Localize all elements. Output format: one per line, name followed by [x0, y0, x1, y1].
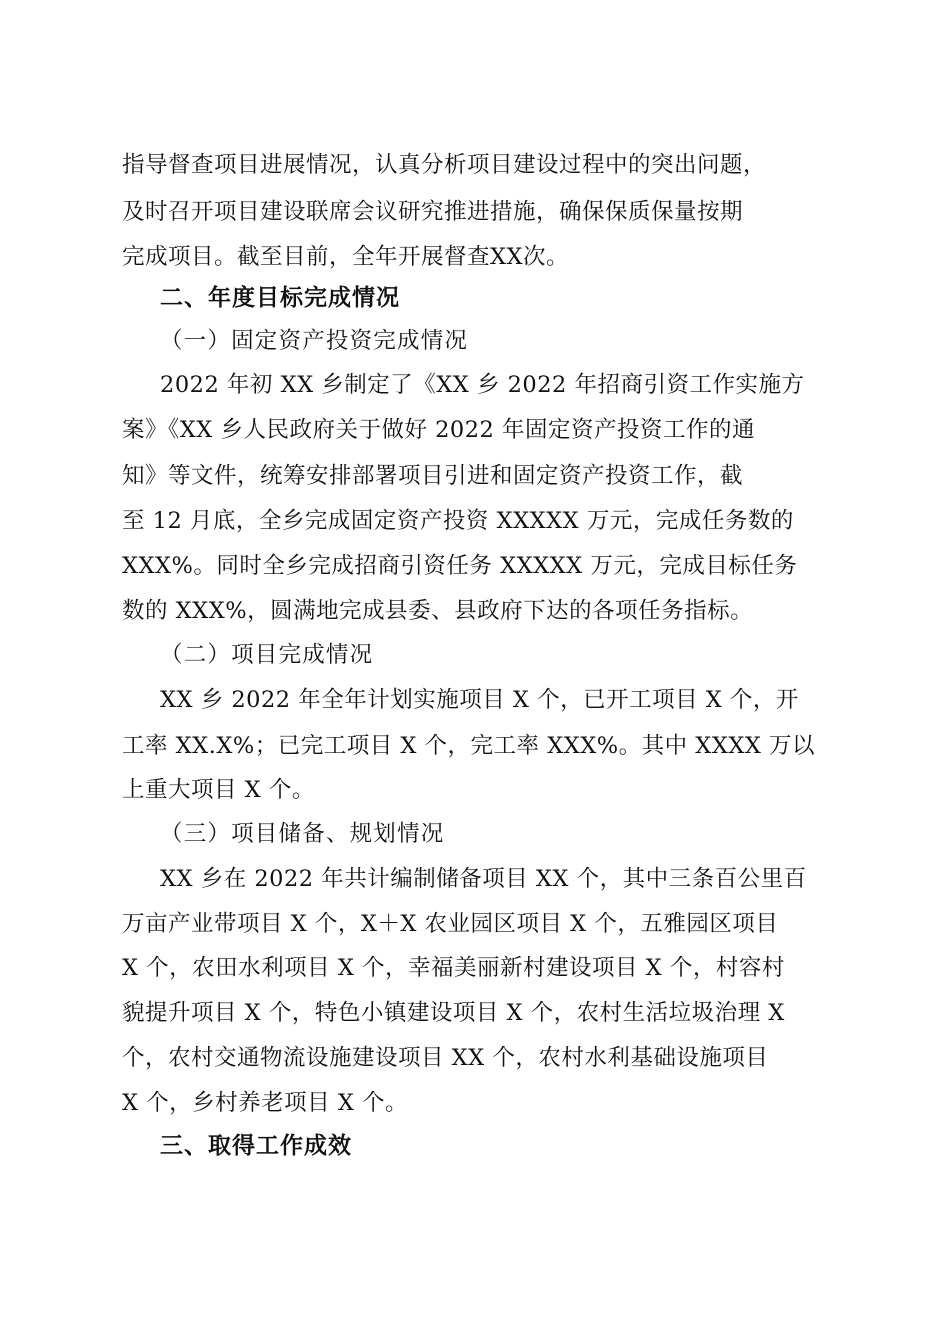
paragraph-line: XX 乡在 2022 年共计编制储备项目 XX 个，其中三条百公里百: [160, 866, 807, 892]
subsection-heading: （三）项目储备、规划情况: [160, 821, 445, 847]
paragraph-line: 貌提升项目 X 个，特色小镇建设项目 X 个，农村生活垃圾治理 X: [122, 1000, 785, 1026]
paragraph-line: 万亩产业带项目 X 个，X＋X 农业园区项目 X 个，五雅园区项目: [122, 911, 779, 937]
paragraph-line: 及时召开项目建设联席会议研究推进措施，确保保质保量按期: [122, 199, 744, 225]
subsection-heading: （二）项目完成情况: [160, 642, 374, 668]
paragraph-line: 完成项目。截至目前，全年开展督查XX次。: [122, 244, 570, 270]
section-heading: 三、取得工作成效: [160, 1133, 352, 1159]
paragraph-line: X 个，乡村养老项目 X 个。: [122, 1090, 408, 1116]
paragraph-line: XXX%。同时全乡完成招商引资任务 XXXXX 万元，完成目标任务: [122, 553, 798, 579]
paragraph-line: XX 乡 2022 年全年计划实施项目 X 个，已开工项目 X 个，开: [160, 687, 799, 713]
paragraph-line: 至 12 月底，全乡完成固定资产投资 XXXXX 万元，完成任务数的: [122, 508, 794, 534]
section-heading: 二、年度目标完成情况: [160, 285, 400, 311]
paragraph-line: 2022 年初 XX 乡制定了《XX 乡 2022 年招商引资工作实施方: [160, 372, 805, 398]
paragraph-line: 工率 XX.X%；已完工项目 X 个，完工率 XXX%。其中 XXXX 万以: [122, 733, 816, 759]
paragraph-line: 上重大项目 X 个。: [122, 777, 315, 803]
paragraph-line: 知》等文件，统筹安排部署项目引进和固定资产投资工作，截: [122, 463, 744, 489]
paragraph-line: 个，农村交通物流设施建设项目 XX 个，农村水利基础设施项目: [122, 1045, 769, 1071]
paragraph-line: 数的 XXX%，圆满地完成县委、县政府下达的各项任务指标。: [122, 598, 754, 624]
paragraph-line: X 个，农田水利项目 X 个，幸福美丽新村建设项目 X 个，村容村: [122, 955, 785, 981]
paragraph-line: 指导督查项目进展情况，认真分析项目建设过程中的突出问题，: [122, 152, 767, 178]
subsection-heading: （一）固定资产投资完成情况: [160, 328, 469, 354]
paragraph-line: 案》《XX 乡人民政府关于做好 2022 年固定资产投资工作的通: [122, 417, 756, 443]
